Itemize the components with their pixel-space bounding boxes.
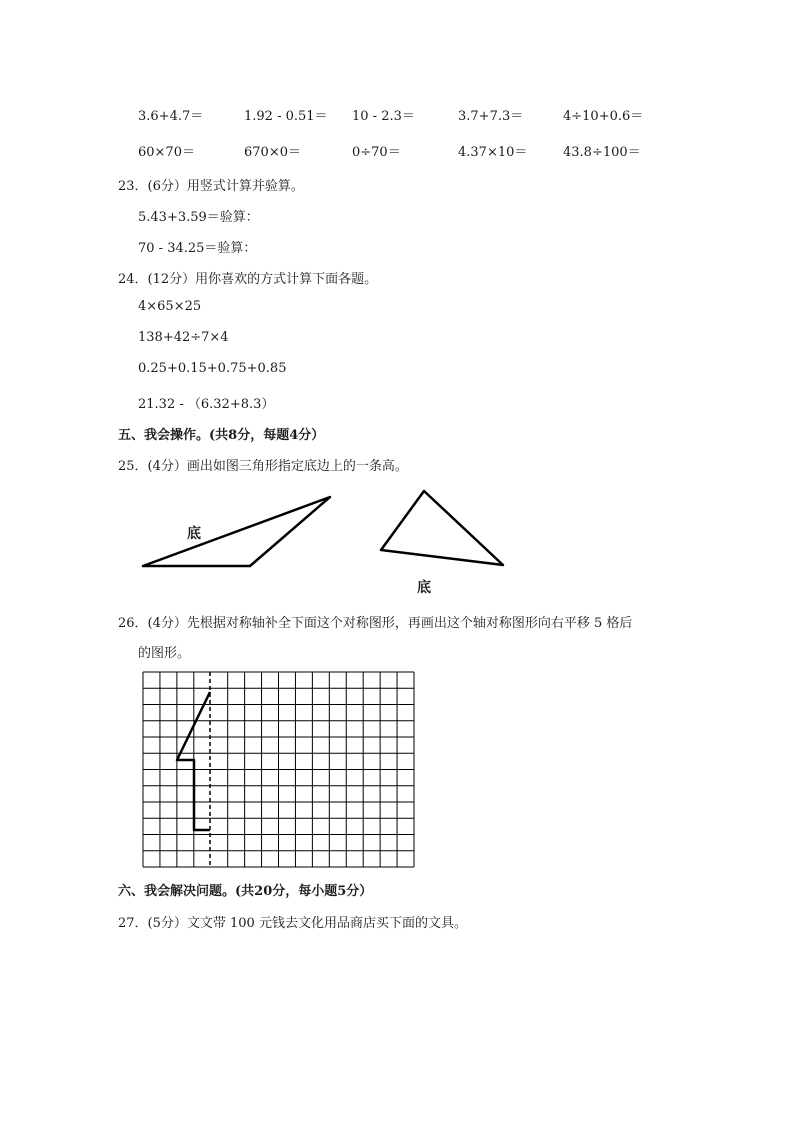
calc-1-2: 1.92 - 0.51＝ <box>244 109 328 124</box>
q24-item-1: 4×65×25 <box>138 299 202 314</box>
q27-title: 27．(5分）文文带 100 元钱去文化用品商店买下面的文具。 <box>118 916 467 931</box>
q24-item-3: 0.25+0.15+0.75+0.85 <box>138 361 287 376</box>
calc-1-1: 3.6+4.7＝ <box>138 109 204 124</box>
calc-1-4: 3.7+7.3＝ <box>458 109 524 124</box>
calc-2-1: 60×70＝ <box>138 145 195 160</box>
q25-label-right: 底 <box>417 580 431 596</box>
partial-figure <box>177 692 210 830</box>
q26-title-line2: 的图形。 <box>138 646 191 661</box>
q25-label-left: 底 <box>187 526 201 542</box>
q26-title-line1: 26．(4分）先根据对称轴补全下面这个对称图形，再画出这个轴对称图形向右平移 5 格后 <box>118 616 633 631</box>
left-triangle <box>143 497 330 566</box>
q23-item-1: 5.43+3.59＝验算： <box>138 210 259 225</box>
section-6-heading: 六、我会解决问题。(共20分，每小题5分） <box>118 884 373 899</box>
q23-item-2: 70 - 34.25＝验算： <box>138 241 257 256</box>
q24-item-4: 21.32 - （6.32+8.3） <box>138 397 275 412</box>
q24-item-2: 138+42÷7×4 <box>138 330 229 345</box>
q23-title: 23．(6分）用竖式计算并验算。 <box>118 179 304 194</box>
calc-2-3: 0÷70＝ <box>352 145 401 160</box>
calc-1-5: 4÷10+0.6＝ <box>563 109 644 124</box>
q25-title: 25．(4分）画出如图三角形指定底边上的一条高。 <box>118 459 408 474</box>
section-5-heading: 五、我会操作。(共8分，每题4分） <box>118 428 325 443</box>
right-triangle <box>381 491 503 565</box>
calc-2-5: 43.8÷100＝ <box>563 145 641 160</box>
calc-2-2: 670×0＝ <box>244 145 301 160</box>
calc-1-3: 10 - 2.3＝ <box>352 109 415 124</box>
q24-title: 24．(12分）用你喜欢的方式计算下面各题。 <box>118 272 378 287</box>
calc-2-4: 4.37×10＝ <box>458 145 528 160</box>
